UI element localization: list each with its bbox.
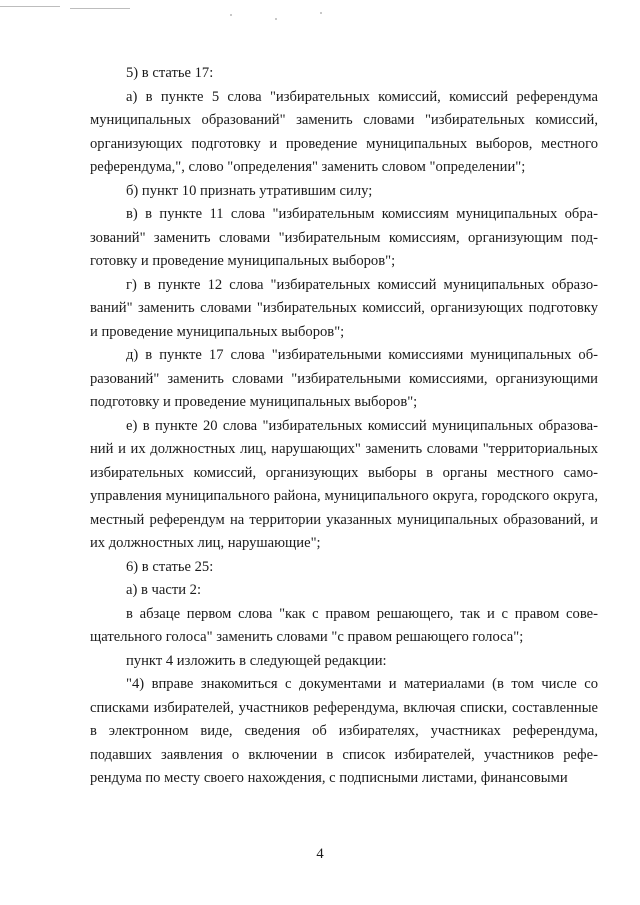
paragraph: д) в пункте 17 слова "избирательными комиссиями муниципальных образований" заменить словами "избирательными комиссиями, организующими подготовку и проведение муниципальных выборов"; (90, 347, 598, 410)
paragraph: 5) в статье 17: (126, 65, 214, 81)
paragraph: а) в пункте 5 слова "избирательных комиссий, комиссий референдума муниципальных образований" заменить словами "избирательных комиссий, организующих подготовку и проведение муниципальных выборов, местного референдума,", слово "определения" заменить словом "определении"; (90, 88, 598, 175)
paragraph: е) в пункте 20 слова "избирательных комиссий муниципальных образований и их должностных лиц, нарушающих" заменить словами "территориальных избирательных комиссий, организующих выборы в органы местного самоуправления муниципального района, муниципального округа, городского округа, местный референдум на территории указанных муниципальных образований, и их должностных лиц, нарушающие"; (90, 417, 598, 551)
paragraph: в) в пункте 11 слова "избирательным комиссиям муниципальных образований" заменить словами "избирательным комиссиям, организующим подготовку и проведение муниципальных выборов"; (90, 206, 598, 269)
paragraph: "4) вправе знакомиться с документами и материалами (в том числе со списками избирателей, участников референдума, включая списки, составленные в электронном виде, сведения об избирателях, участниках референдума, подавших заявления о включении в список избирателей, участников референдума по месту своего нахождения, с подписными листами, финансовыми (90, 676, 598, 786)
scan-artifact-line (0, 6, 60, 7)
paragraph: 6) в статье 25: (126, 558, 214, 575)
paragraph: г) в пункте 12 слова "избирательных комиссий муниципальных образований" заменить словами "избирательных комиссий, организующих подготовку и проведение муниципальных выборов"; (90, 276, 598, 340)
paragraph: б) пункт 10 признать утратившим силу; (126, 182, 373, 199)
paragraph: в абзаце первом слова "как с правом решающего, так и с правом совещательного голоса" заменить словами "с правом решающего голоса"; (90, 605, 598, 645)
scan-artifact-dot (275, 18, 277, 20)
page-number: 4 (316, 846, 324, 862)
document-body (90, 62, 598, 791)
paragraph: а) в части 2: (126, 582, 202, 598)
scan-artifact-dot (230, 14, 232, 16)
scan-artifact-line (70, 8, 130, 9)
scan-artifact-dot (320, 12, 322, 14)
paragraph: пункт 4 изложить в следующей редакции: (126, 652, 387, 669)
